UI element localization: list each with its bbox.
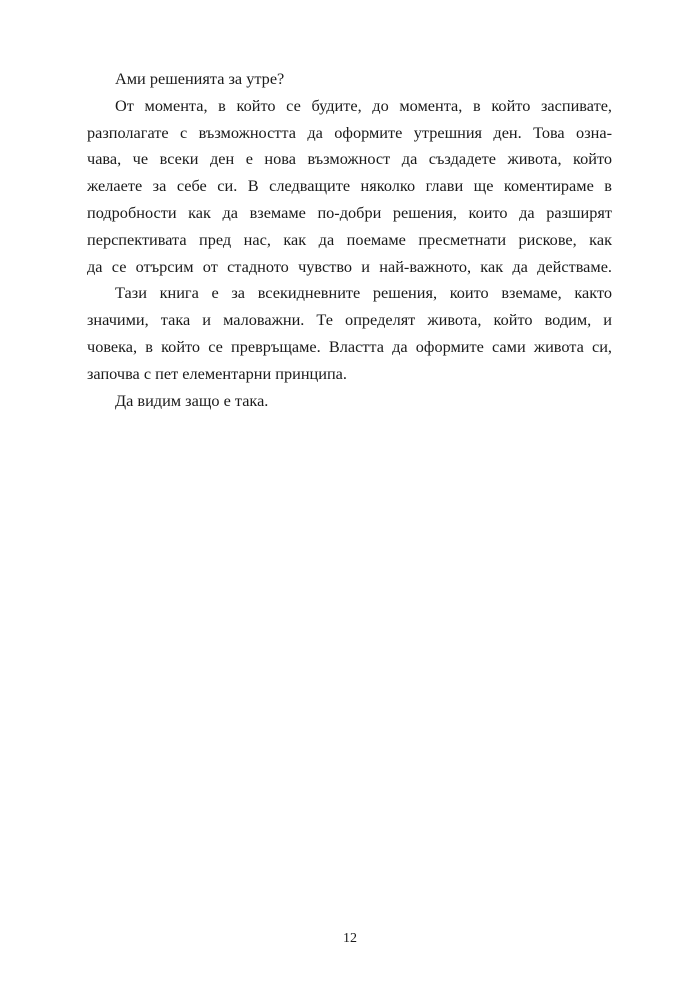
paragraph-3 [87, 280, 612, 387]
paragraph-4 [87, 388, 612, 415]
text-line: да се отърсим от стадното чувство и най-важното, как да действаме. [87, 256, 612, 276]
page-number: 12 [343, 931, 357, 946]
text-line: От момента, в който се будите, до момента, в който заспивате, [115, 95, 612, 115]
text-line: желаете за себе си. В следващите няколко глави ще коментираме в [87, 176, 612, 196]
text-line: подробности как да вземаме по-добри решения, които да разширят [87, 202, 612, 222]
text-line: значими, така и маловажни. Те определят живота, който водим, и [87, 310, 612, 330]
text-line: чава, че всеки ден е нова възможност да създадете живота, който [87, 149, 612, 169]
paragraph-2 [87, 93, 612, 281]
text-line: Да видим защо е така. [115, 390, 269, 410]
paragraph-1 [87, 66, 612, 93]
text-line: Ами решенията за утре? [115, 69, 285, 88]
body-text [87, 66, 612, 414]
text-line: Тази книга е за всекидневните решения, които вземаме, както [115, 283, 612, 303]
text-line: перспективата пред нас, как да поемаме пресметнати рискове, как [87, 229, 612, 249]
text-line: започва с пет елементарни принципа. [87, 363, 347, 383]
text-line: разполагате с възможността да оформите утрешния ден. Това озна- [87, 122, 612, 142]
text-line: човека, в който се превръщаме. Властта да оформите сами живота си, [87, 336, 612, 356]
